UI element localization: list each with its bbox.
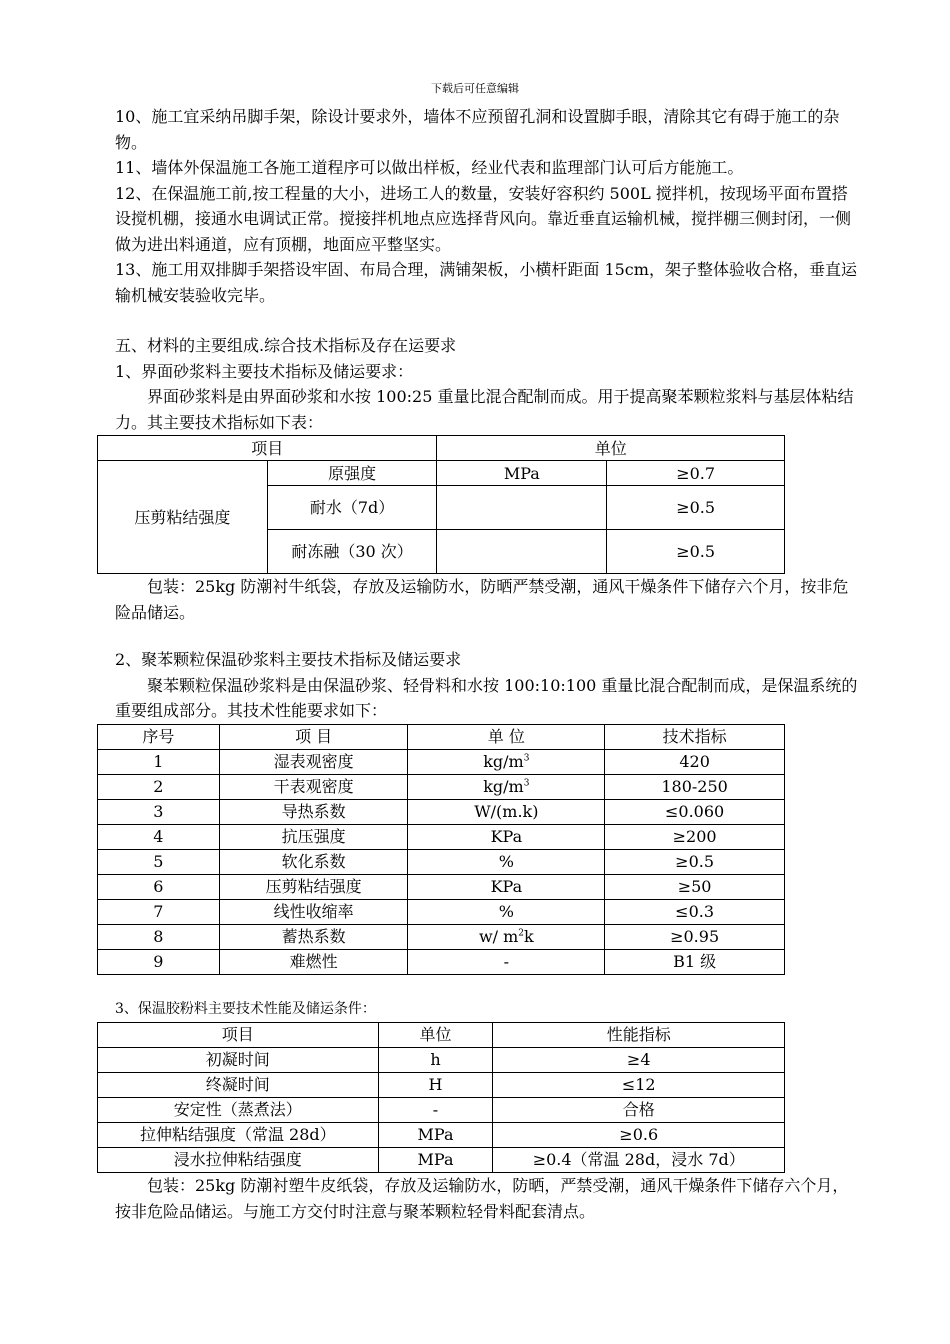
cell-unit: KPa	[408, 824, 605, 849]
cell-item: 拉伸粘结强度（常温 28d）	[98, 1123, 379, 1148]
table-header-row	[98, 1023, 785, 1048]
unit-superscript: 3	[523, 778, 530, 789]
cell-value: ≥0.4（常温 28d，浸水 7d）	[493, 1148, 785, 1173]
cell-no: 2	[98, 774, 220, 799]
table-row	[98, 874, 785, 899]
interface-mortar-table	[97, 435, 785, 574]
paragraph-11: 11、墙体外保温施工各施工道程序可以做出样板，经业代表和监理部门认可后方能施工。	[115, 158, 744, 177]
table-header-row	[98, 724, 785, 749]
header-item: 项目	[98, 436, 437, 461]
cell-item: 导热系数	[219, 799, 408, 824]
subsection-3-packaging: 包装：25kg 防潮衬塑牛皮纸袋，存放及运输防水，防晒，严禁受潮，通风干燥条件下储存六个月，按非危险品储运。与施工方交付时注意与聚苯颗粒轻骨料配套清点。	[115, 1176, 849, 1221]
cell-value: ≥0.5	[607, 486, 785, 530]
cell-unit: KPa	[408, 874, 605, 899]
polystyrene-mortar-table	[97, 724, 785, 975]
cell-unit	[408, 749, 605, 774]
cell-unit	[437, 486, 607, 530]
table-row	[98, 1048, 785, 1073]
header-unit: 单 位	[408, 724, 605, 749]
cell-value: 合格	[493, 1098, 785, 1123]
cell-item: 难燃性	[219, 949, 408, 974]
header-item: 项 目	[219, 724, 408, 749]
header-unit: 单位	[437, 436, 785, 461]
table-row	[98, 1098, 785, 1123]
subsection-1-packaging: 包装：25kg 防潮衬牛纸袋，存放及运输防水，防晒严禁受潮，通风干燥条件下储存六个月，按非危险品储运。	[115, 577, 849, 622]
cell-item: 压剪粘结强度	[219, 874, 408, 899]
cell-item: 软化系数	[219, 849, 408, 874]
subsection-1-title: 1、界面砂浆料主要技术指标及储运要求：	[115, 361, 414, 381]
cell-item: 蓄热系数	[219, 924, 408, 949]
cell-unit: -	[408, 949, 605, 974]
page-header: 下载后可任意编辑	[431, 82, 519, 95]
cell-item: 干表观密度	[219, 774, 408, 799]
cell-no: 3	[98, 799, 220, 824]
cell-unit: %	[408, 849, 605, 874]
cell-unit: H	[378, 1073, 493, 1098]
unit-text: w/ m	[478, 926, 519, 946]
paragraph-13: 13、施工用双排脚手架搭设牢固、布局合理，满铺架板，小横杆距面 15cm，架子整体验收合格，垂直运输机械安装验收完毕。	[115, 260, 857, 305]
unit-text: kg/m	[483, 751, 524, 771]
group-label: 压剪粘结强度	[98, 461, 268, 574]
spacer	[115, 625, 860, 647]
table-row	[98, 899, 785, 924]
cell-value: ≥0.6	[493, 1123, 785, 1148]
table-row	[98, 749, 785, 774]
cell-item: 安定性（蒸煮法）	[98, 1098, 379, 1123]
subsection-3-title: 3、保温胶粉料主要技术性能及储运条件：	[115, 1000, 376, 1017]
table-row	[98, 461, 785, 486]
cell-unit: W/(m.k)	[408, 799, 605, 824]
cell-item: 湿表观密度	[219, 749, 408, 774]
cell-no: 7	[98, 899, 220, 924]
document-body	[115, 104, 860, 1224]
cell-item: 抗压强度	[219, 824, 408, 849]
cell-no: 8	[98, 924, 220, 949]
cell-value: ≤0.060	[605, 799, 785, 824]
cell-sub: 耐冻融（30 次）	[267, 530, 437, 574]
cell-unit	[408, 924, 605, 949]
spacer	[115, 975, 860, 997]
subsection-2-title: 2、聚苯颗粒保温砂浆料主要技术指标及储运要求	[115, 650, 462, 669]
header-spec: 性能指标	[493, 1023, 785, 1048]
cell-unit: MPa	[437, 461, 607, 486]
cell-no: 5	[98, 849, 220, 874]
unit-superscript: 3	[523, 753, 530, 764]
cell-value: ≥0.95	[605, 924, 785, 949]
paragraph-10: 10、施工宜采纳吊脚手架，除设计要求外，墙体不应预留孔洞和设置脚手眼，清除其它有碍于施工的杂物。	[115, 107, 840, 152]
cell-unit	[437, 530, 607, 574]
header-spec: 技术指标	[605, 724, 785, 749]
cell-value: ≥200	[605, 824, 785, 849]
cell-item: 终凝时间	[98, 1073, 379, 1098]
cell-value: B1 级	[605, 949, 785, 974]
cell-sub: 原强度	[267, 461, 437, 486]
table-row	[98, 849, 785, 874]
subsection-1-description: 界面砂浆料是由界面砂浆和水按 100:25 重量比混合配制而成。用于提高聚苯颗粒浆料与基层体粘结力。其主要技术指标如下表：	[115, 387, 854, 432]
cell-value: ≥0.5	[605, 849, 785, 874]
cell-value: ≥4	[493, 1048, 785, 1073]
cell-no: 4	[98, 824, 220, 849]
cell-value: ≤12	[493, 1073, 785, 1098]
unit-tail: k	[524, 926, 534, 946]
cell-no: 9	[98, 949, 220, 974]
insulation-powder-table	[97, 1022, 785, 1173]
cell-no: 6	[98, 874, 220, 899]
cell-no: 1	[98, 749, 220, 774]
table-row	[98, 799, 785, 824]
cell-value: ≥50	[605, 874, 785, 899]
cell-unit: -	[378, 1098, 493, 1123]
table-row	[98, 824, 785, 849]
cell-item: 浸水拉伸粘结强度	[98, 1148, 379, 1173]
cell-sub: 耐水（7d）	[267, 486, 437, 530]
table-header-row	[98, 436, 785, 461]
header-item: 项目	[98, 1023, 379, 1048]
table-row	[98, 1123, 785, 1148]
cell-item: 初凝时间	[98, 1048, 379, 1073]
cell-unit: %	[408, 899, 605, 924]
cell-value: 420	[605, 749, 785, 774]
subsection-2-description: 聚苯颗粒保温砂浆料是由保温砂浆、轻骨料和水按 100:10:100 重量比混合配制而成，是保温系统的重要组成部分。其技术性能要求如下：	[115, 675, 858, 720]
cell-item: 线性收缩率	[219, 899, 408, 924]
table-row	[98, 1148, 785, 1173]
cell-value: 180-250	[605, 774, 785, 799]
table-row	[98, 949, 785, 974]
table-row	[98, 1073, 785, 1098]
header-no: 序号	[98, 724, 220, 749]
cell-value: ≥0.5	[607, 530, 785, 574]
table-row	[98, 774, 785, 799]
unit-superscript: 2	[518, 928, 525, 939]
section-5-title: 五、材料的主要组成.综合技术指标及存在运要求	[115, 336, 457, 355]
cell-unit: MPa	[378, 1148, 493, 1173]
header-unit: 单位	[378, 1023, 493, 1048]
cell-value: ≥0.7	[607, 461, 785, 486]
paragraph-12: 12、在保温施工前,按工程量的大小，进场工人的数量，安装好容积约 500L 搅拌机，按现场平面布置搭设搅机棚，接通水电调试正常。搅接拌机地点应选择背风向。靠近垂直运输机械，搅拌棚三侧封闭，一侧做为进出料通道，应有顶棚，地面应平整坚实。	[115, 183, 852, 254]
cell-value: ≤0.3	[605, 899, 785, 924]
cell-unit	[408, 774, 605, 799]
unit-text: kg/m	[483, 776, 524, 796]
cell-unit: h	[378, 1048, 493, 1073]
table-row	[98, 924, 785, 949]
spacer	[115, 308, 860, 333]
cell-unit: MPa	[378, 1123, 493, 1148]
